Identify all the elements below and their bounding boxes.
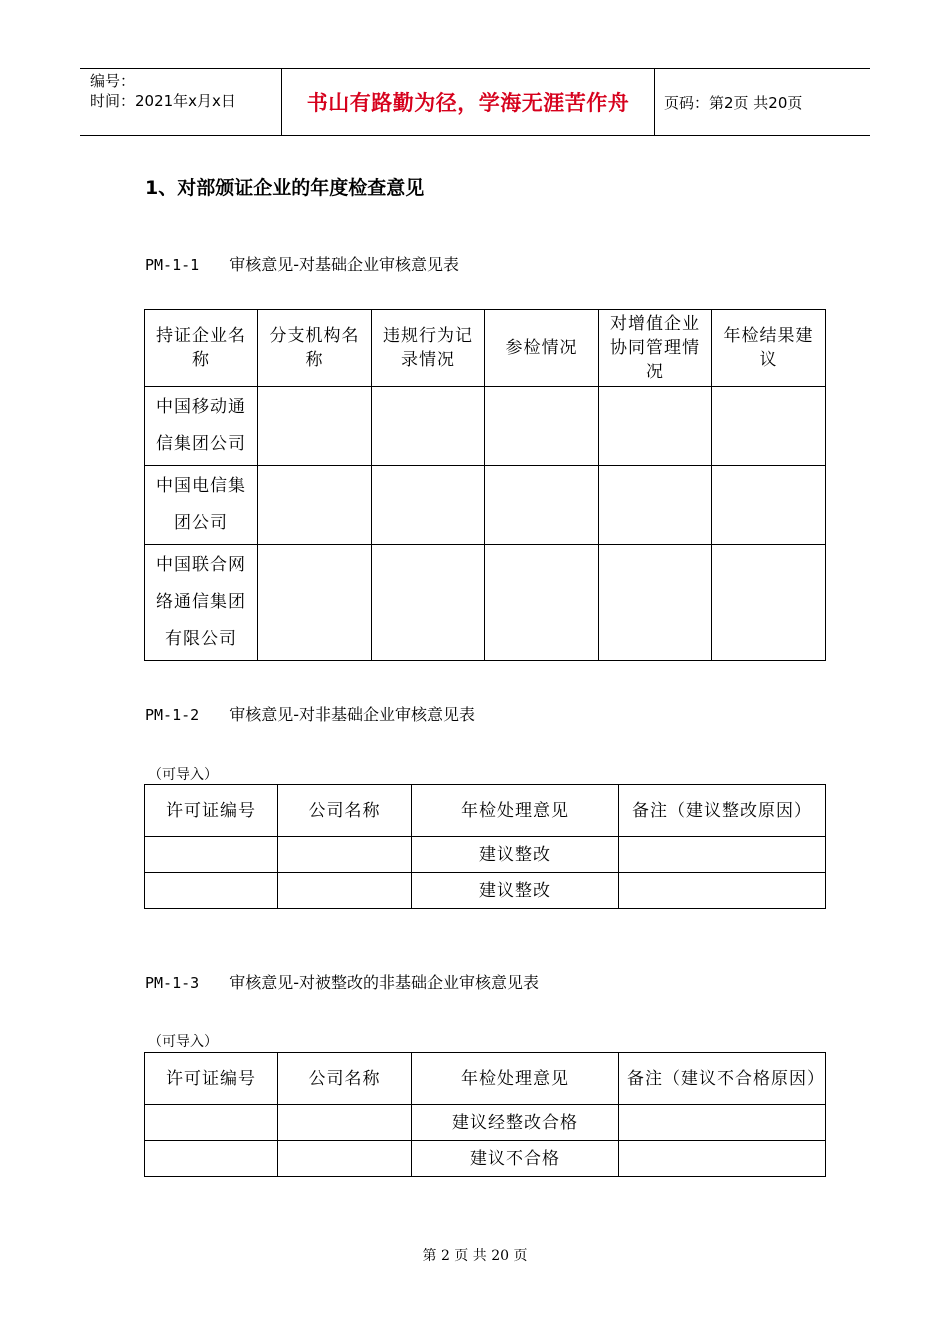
header-meta	[90, 71, 236, 111]
table1-company-cell: 中国电信集团公司	[145, 466, 258, 545]
table-cell	[258, 466, 372, 545]
table-cell	[485, 466, 599, 545]
table3-header-row	[145, 1053, 826, 1105]
table1-header-cell: 分支机构名称	[258, 310, 372, 387]
table3-heading	[145, 970, 539, 993]
table-cell	[485, 387, 599, 466]
table-cell	[599, 545, 712, 661]
table2-header-cell: 年检处理意见	[412, 785, 619, 837]
table-cell	[278, 1105, 412, 1141]
table1-title: 审核意见-对基础企业审核意见表	[229, 255, 459, 274]
table2-non-basic-enterprise-review	[144, 784, 826, 909]
table-cell	[599, 466, 712, 545]
table3-opinion-cell: 建议经整改合格	[412, 1105, 619, 1141]
table-cell	[145, 837, 278, 873]
table-cell	[712, 545, 826, 661]
table-row	[145, 873, 826, 909]
table3-header-cell: 备注（建议不合格原因）	[619, 1053, 826, 1105]
table-cell	[372, 387, 485, 466]
table2-header-cell: 许可证编号	[145, 785, 278, 837]
section-title: 1、对部颁证企业的年度检查意见	[145, 177, 425, 199]
header-number-label: 编号：	[90, 72, 136, 90]
table1-header-cell: 对增值企业协同管理情况	[599, 310, 712, 387]
table-row	[145, 837, 826, 873]
table1-header-cell: 参检情况	[485, 310, 599, 387]
table3-header-cell: 年检处理意见	[412, 1053, 619, 1105]
page-footer: 第 2 页 共 20 页	[422, 1248, 528, 1264]
table-cell	[599, 387, 712, 466]
table-cell	[712, 387, 826, 466]
header-page-info: 页码：第2页 共20页	[664, 94, 803, 112]
table-row	[145, 387, 826, 466]
table2-title: 审核意见-对非基础企业审核意见表	[229, 705, 475, 724]
table1-header-cell: 年检结果建议	[712, 310, 826, 387]
table-row	[145, 1105, 826, 1141]
table-cell	[619, 1141, 826, 1177]
table-cell	[258, 387, 372, 466]
table-row	[145, 1141, 826, 1177]
table2-importable-note: （可导入）	[148, 767, 218, 783]
table2-header-row	[145, 785, 826, 837]
table-cell	[258, 545, 372, 661]
table-cell	[619, 1105, 826, 1141]
table-cell	[372, 466, 485, 545]
table1-company-cell: 中国移动通信集团公司	[145, 387, 258, 466]
table2-opinion-cell: 建议整改	[412, 837, 619, 873]
table1-header-cell: 持证企业名称	[145, 310, 258, 387]
table1-company-cell: 中国联合网络通信集团有限公司	[145, 545, 258, 661]
table-cell	[485, 545, 599, 661]
table3-title: 审核意见-对被整改的非基础企业审核意见表	[229, 973, 539, 992]
table1-basic-enterprise-review	[144, 309, 826, 661]
table-cell	[712, 466, 826, 545]
header-motto: 书山有路勤为径，学海无涯苦作舟	[306, 91, 630, 115]
table-cell	[278, 1141, 412, 1177]
table1-heading	[145, 252, 459, 275]
table-cell	[372, 545, 485, 661]
header-divider-right	[654, 68, 655, 136]
table2-header-cell: 公司名称	[278, 785, 412, 837]
table3-rectified-enterprise-review	[144, 1052, 826, 1177]
table-row	[145, 545, 826, 661]
table-cell	[145, 873, 278, 909]
table-cell	[278, 873, 412, 909]
table-cell	[619, 837, 826, 873]
table1-code: PM-1-1	[145, 256, 200, 274]
table-row	[145, 466, 826, 545]
table2-heading	[145, 702, 475, 725]
table3-code: PM-1-3	[145, 974, 200, 992]
table-cell	[619, 873, 826, 909]
table1-header-row	[145, 310, 826, 387]
header-date-label: 时间：2021年x月x日	[90, 92, 236, 110]
table2-code: PM-1-2	[145, 706, 200, 724]
table3-header-cell: 公司名称	[278, 1053, 412, 1105]
table3-importable-note: （可导入）	[148, 1034, 218, 1050]
table3-opinion-cell: 建议不合格	[412, 1141, 619, 1177]
table2-opinion-cell: 建议整改	[412, 873, 619, 909]
table-cell	[145, 1105, 278, 1141]
table3-header-cell: 许可证编号	[145, 1053, 278, 1105]
table1-header-cell: 违规行为记录情况	[372, 310, 485, 387]
table-cell	[278, 837, 412, 873]
table2-header-cell: 备注（建议整改原因）	[619, 785, 826, 837]
table-cell	[145, 1141, 278, 1177]
